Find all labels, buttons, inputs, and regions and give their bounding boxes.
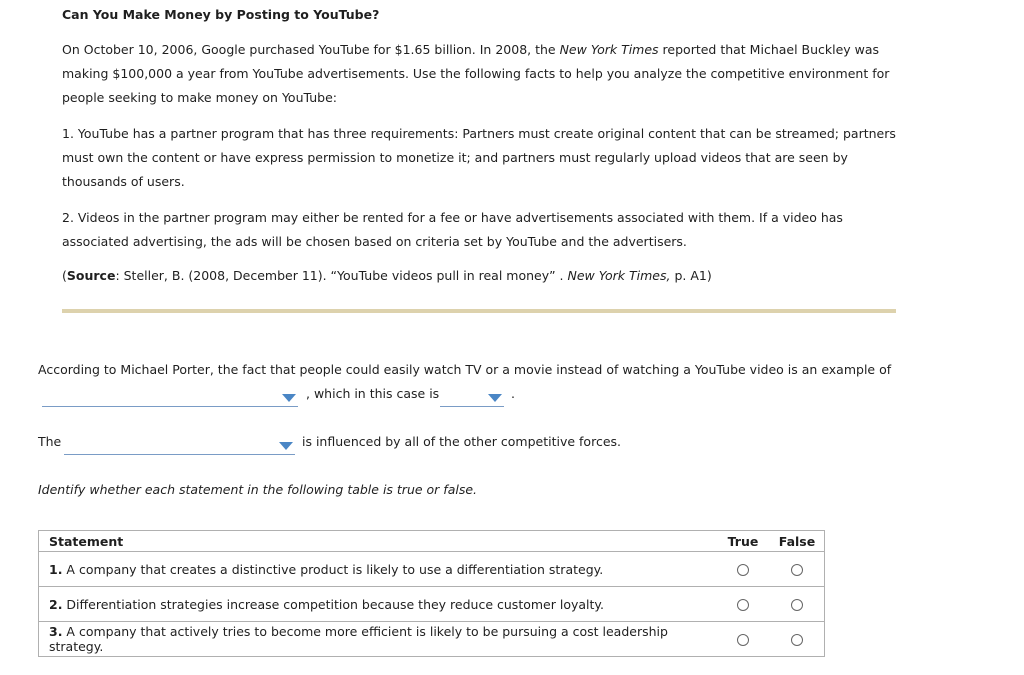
statement-number: 3.: [49, 624, 63, 639]
source-label: Source: [66, 268, 116, 283]
table-row: [39, 587, 825, 622]
true-radio[interactable]: [737, 564, 749, 576]
false-cell: [770, 552, 825, 587]
table-instruction: Identify whether each statement in the following table is true or false.: [38, 482, 478, 497]
statement-cell: [39, 587, 717, 622]
statement-table: [38, 530, 825, 657]
divider: [62, 309, 896, 313]
question-1-which-text: , which in this case is: [306, 386, 440, 401]
central-force-dropdown[interactable]: [64, 438, 295, 455]
false-radio[interactable]: [791, 634, 803, 646]
statement-text: A company that creates a distinctive product is likely to use a differentiation strategy.: [62, 561, 604, 577]
table-row: [39, 622, 825, 657]
true-radio[interactable]: [737, 599, 749, 611]
false-cell: [770, 587, 825, 622]
true-radio[interactable]: [737, 634, 749, 646]
intro-paragraph: [62, 38, 902, 110]
question-2-prefix: The: [38, 434, 62, 449]
table-row: [39, 552, 825, 587]
porter-force-dropdown[interactable]: [42, 390, 298, 407]
intro-text-1: On October 10, 2006, Google purchased YouTube for $1.65 billion. In 2008, the: [62, 42, 560, 57]
source-journal: New York Times,: [567, 268, 671, 283]
true-cell: [716, 552, 770, 587]
false-radio[interactable]: [791, 599, 803, 611]
source-citation: [62, 268, 712, 283]
statement-text: A company that actively tries to become more efficient is likely to be pursuing a cost leadership strategy.: [49, 624, 668, 654]
false-radio[interactable]: [791, 564, 803, 576]
statement-number: 1.: [49, 561, 63, 577]
chevron-down-icon: [282, 394, 296, 402]
intro-newspaper: New York Times: [559, 42, 659, 57]
fact-2: 2. Videos in the partner program may either be rented for a fee or have advertisements associated with them. If a video has associated advertising, the ads will be chosen based on criteria set by YouTube and the advertisers.: [62, 210, 843, 249]
true-cell: [716, 622, 770, 657]
question-1-text: According to Michael Porter, the fact that people could easily watch TV or a movie instead of watching a YouTube video is an example of: [38, 362, 892, 377]
source-end: p. A1): [670, 268, 712, 283]
force-strength-dropdown[interactable]: [440, 390, 504, 407]
statement-cell: [39, 552, 717, 587]
source-open: (: [62, 268, 67, 283]
question-2-suffix: is influenced by all of the other competitive forces.: [302, 434, 621, 449]
false-cell: [770, 622, 825, 657]
statement-number: 2.: [49, 596, 63, 612]
statement-text: Differentiation strategies increase competition because they reduce customer loyalty.: [62, 596, 604, 612]
true-cell: [716, 587, 770, 622]
table-header-row: [39, 531, 825, 552]
question-1-period: .: [511, 386, 515, 401]
intro-text-2: reported that Michael Buckley was making $100,000 a year from YouTube advertisements. Use the following facts to help you analyze the competitive environment for people seeking to make money on YouTube:: [62, 42, 890, 105]
statement-header: Statement: [39, 531, 717, 552]
chevron-down-icon: [279, 442, 293, 450]
source-text: : Steller, B. (2008, December 11). “YouTube videos pull in real money” .: [115, 268, 568, 283]
chevron-down-icon: [488, 394, 502, 402]
statement-cell: [39, 622, 717, 657]
fact-1: 1. YouTube has a partner program that has three requirements: Partners must create original content that can be streamed; partners must own the content or have express permission to monetize it; and partners must regularly upload videos that are seen by thousands of users.: [62, 126, 896, 189]
false-header: False: [770, 531, 825, 552]
page-title: Can You Make Money by Posting to YouTube?: [62, 7, 380, 22]
true-header: True: [716, 531, 770, 552]
